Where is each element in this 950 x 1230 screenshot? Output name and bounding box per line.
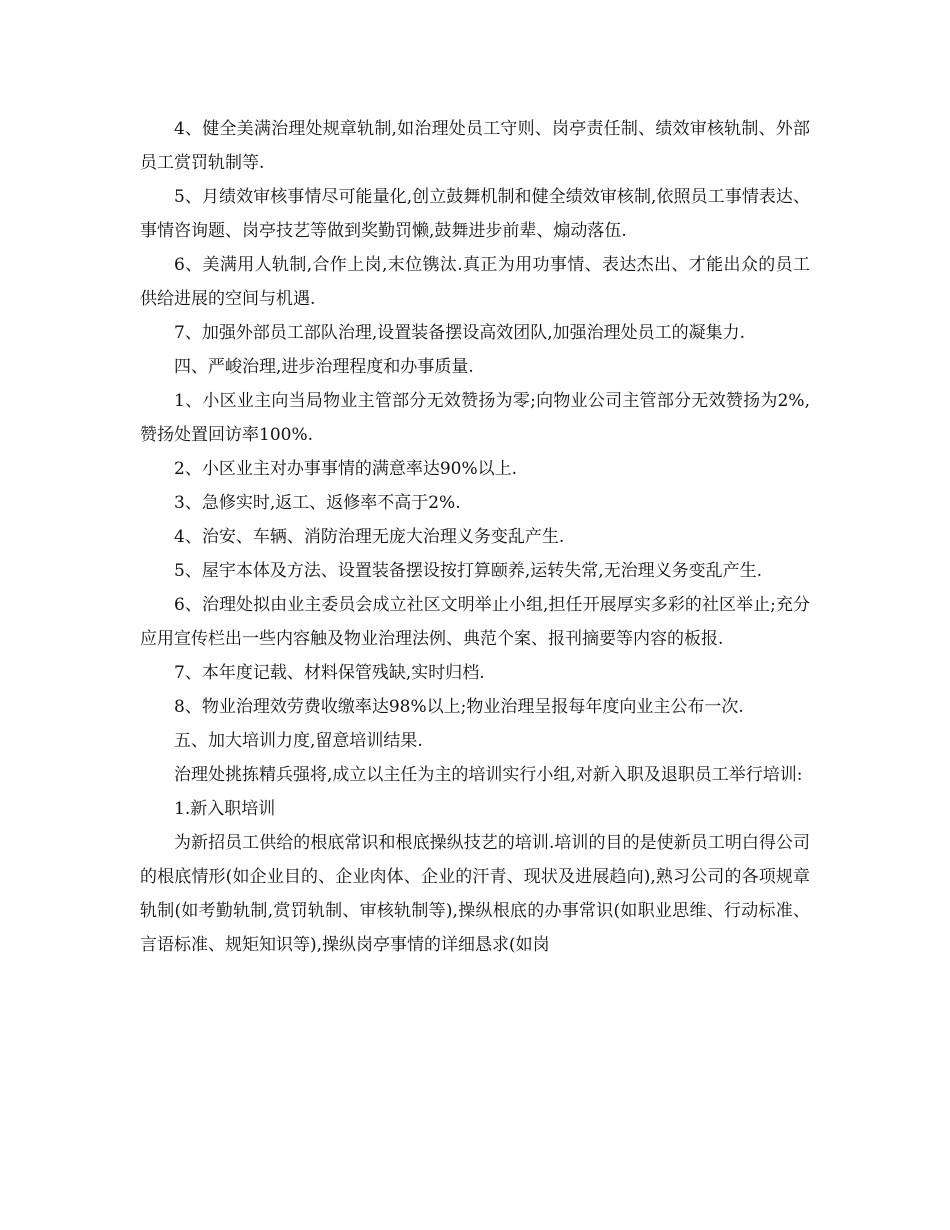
paragraph-1: 4、健全美满治理处规章轨制,如治理处员工守则、岗亭责任制、绩效审核轨制、外部员工赏罚轨制等. [140,119,810,173]
paragraph-6: 2、小区业主对办事事情的满意率达90%以上. [174,459,518,479]
paragraph-4: 7、加强外部员工部队治理,设置装备摆设高效团队,加强治理处员工的凝集力. [174,323,746,343]
paragraph-8: 4、治安、车辆、消防治理无庞大治理义务变乱产生. [174,527,565,547]
paragraph-12: 8、物业治理效劳费收缴率达98%以上;物业治理呈报每年度向业主公布一次. [174,697,744,717]
subheading-new-hire-training: 1.新入职培训 [174,799,276,819]
document-body [140,112,810,962]
paragraph-2: 5、月绩效审核事情尽可能量化,创立鼓舞机制和健全绩效审核制,依照员工事情表达、事情咨询题、岗亭技艺等做到奖勤罚懒,鼓舞进步前辈、煽动落伍. [140,187,810,241]
paragraph-9: 5、屋宇本体及方法、设置装备摆设按打算颐养,运转失常,无治理义务变乱产生. [174,561,763,581]
paragraph-11: 7、本年度记载、材料保管残缺,实时归档. [174,663,485,683]
paragraph-13: 治理处挑拣精兵强将,成立以主任为主的培训实行小组,对新入职及退职员工举行培训: [174,765,803,785]
paragraph-5: 1、小区业主向当局物业主管部分无效赞扬为零;向物业公司主管部分无效赞扬为2%,赞扬处置回访率100%. [140,391,810,445]
paragraph-14: 为新招员工供给的根底常识和根底操纵技艺的培训.培训的目的是使新员工明白得公司的根底情形(如企业目的、企业肉体、企业的汗青、现状及进展趋向),熟习公司的各项规章轨制(如考勤轨制,赏罚轨制、审核轨制等),操纵根底的办事常识(如职业思维、行动标准、言语标准、规矩知识等),操纵岗亭事情的详细恳求(如岗 [140,833,810,955]
paragraph-3: 6、美满用人轨制,合作上岗,末位镌汰.真正为用功事情、表达杰出、才能出众的员工供给进展的空间与机遇. [140,255,810,309]
paragraph-10: 6、治理处拟由业主委员会成立社区文明举止小组,担任开展厚实多彩的社区举止;充分应用宣传栏出一些内容触及物业治理法例、典范个案、报刊摘要等内容的板报. [140,595,810,649]
section-heading-5: 五、加大培训力度,留意培训结果. [174,731,423,751]
section-heading-4: 四、严峻治理,进步治理程度和办事质量. [174,357,474,377]
paragraph-7: 3、急修实时,返工、返修率不高于2%. [174,493,461,513]
